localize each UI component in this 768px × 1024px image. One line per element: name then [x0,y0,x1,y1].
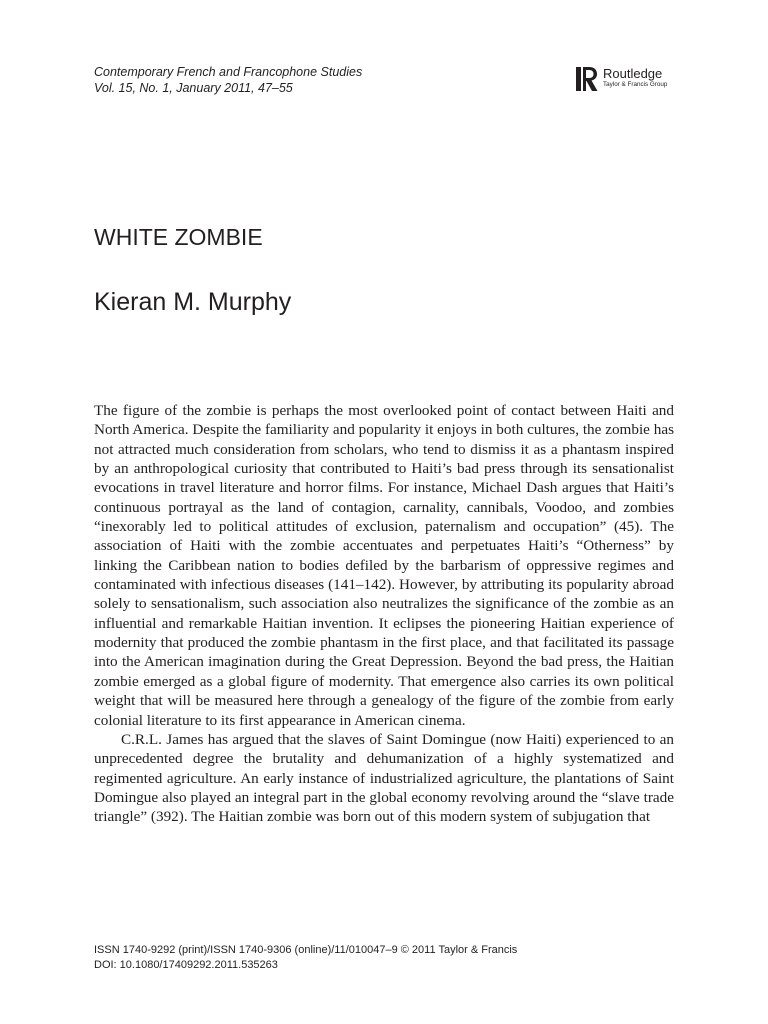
journal-title: Contemporary French and Francophone Studies [94,65,363,79]
publisher-logo [576,66,686,94]
publisher-name: Routledge [603,66,663,81]
article-title: WHITE ZOMBIE [94,224,263,250]
page-footer [94,943,517,973]
body-paragraph: The figure of the zombie is perhaps the most overlooked point of contact between Haiti and North America. Despite the familiarity and popularity it enjoys in both cultures, the zombie has not attracted much consideration from scholars, who tend to dismiss it as a phantasm inspired by an anthropological curiosity that contributed to Haiti’s bad press through its sensationalist evocations in travel literature and horror films. For instance, Michael Dash argues that Haiti’s continuous portrayal as the land of contagion, carnality, cannibals, Voodoo, and zombies “inexorably led to political attitudes of exclusion, paternalism and occupation” (45). The association of Haiti with the zombie accentuates and perpetuates Haiti’s “Otherness” by linking the Caribbean nation to bodies defiled by the barbarism of oppressive regimes and contaminated with infectious diseases (141–142). However, by attributing its popularity abroad solely to sensationalism, such association also neutralizes the significance of the zombie as an influential and remarkable Haitian invention. It eclipses the pioneering Haitian experience of modernity that produced the zombie phantasm in the first place, and that facilitated its passage into the American imagination during the Great Depression. Beyond the bad press, the Haitian zombie emerged as a global figure of modernity. That emergence also carries its own political weight that will be measured here through a genealogy of the figure of the zombie from early colonial literature to its first appearance in American cinema. [94,402,674,729]
article-body [94,401,674,827]
journal-header [94,64,362,96]
body-paragraph: C.R.L. James has argued that the slaves of Saint Domingue (now Haiti) experienced to an unprecedented degree the brutality and dehumanization of a highly systematized and regimented agriculture. An early instance of industrialized agriculture, the plantations of Saint Domingue also played an integral part in the global economy revolving around the “slave trade triangle” (392). The Haitian zombie was born out of this modern system of subjugation that [94,730,674,826]
publisher-group: Taylor & Francis Group [603,81,668,88]
doi-line: DOI: 10.1080/17409292.2011.535263 [94,959,278,971]
journal-volume-info: Vol. 15, No. 1, January 2011, 47–55 [94,81,293,95]
issn-line: ISSN 1740-9292 (print)/ISSN 1740-9306 (online)/11/010047–9 © 2011 Taylor & Francis [94,944,518,956]
routledge-r-logo-icon [576,66,598,92]
author-name: Kieran M. Murphy [94,288,292,316]
